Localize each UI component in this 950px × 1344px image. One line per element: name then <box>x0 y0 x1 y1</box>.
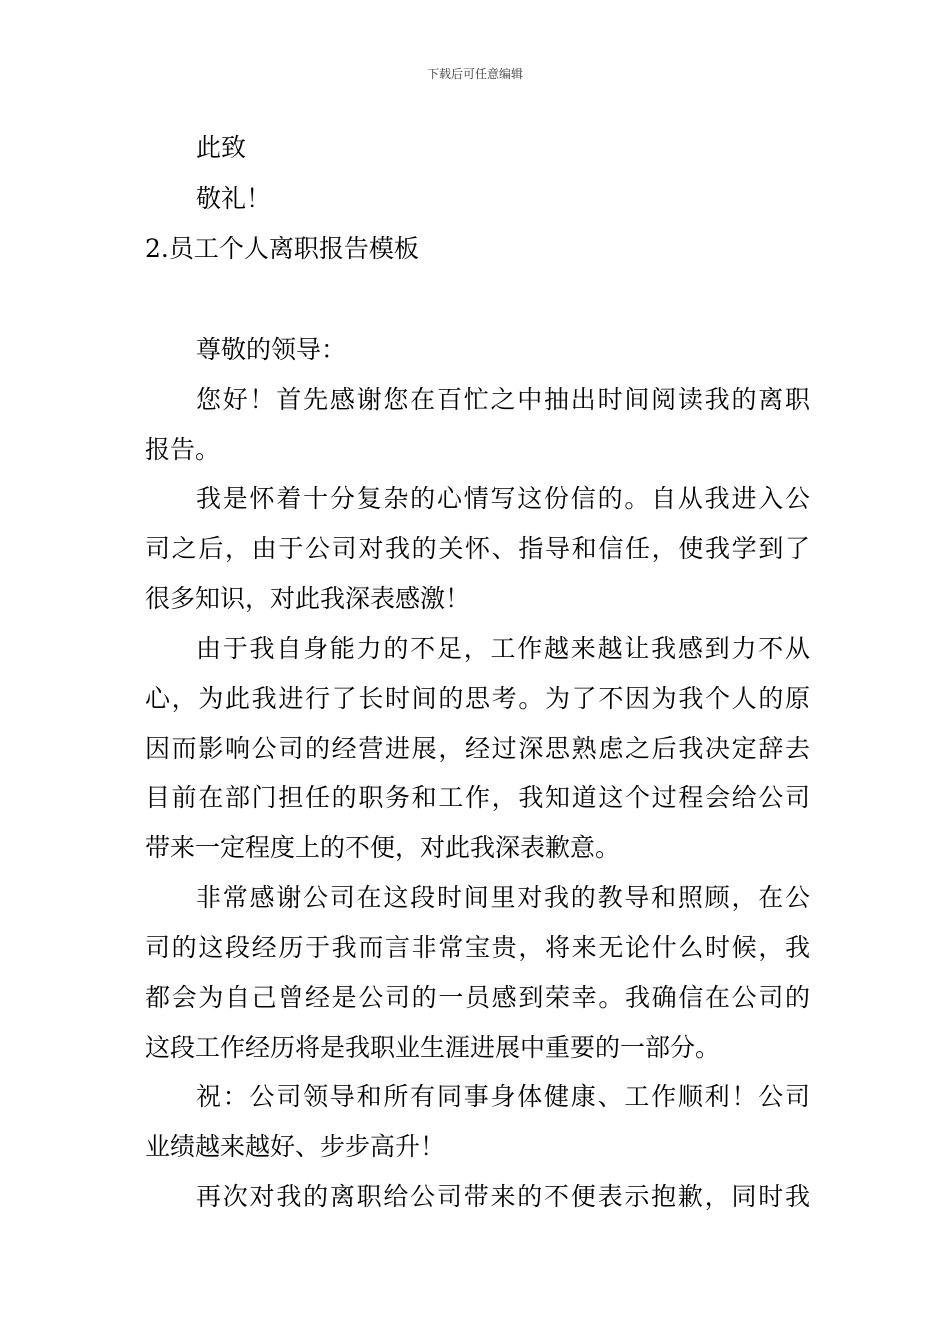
body-line: 很多知识，对此我深表感激！ <box>145 584 471 613</box>
closing-line-1: 此致 <box>196 133 247 162</box>
body-line: 由于我自身能力的不足，工作越来越让我感到力不从 <box>196 634 810 663</box>
body-line: 这段工作经历将是我职业生涯进展中重要的一部分。 <box>145 1033 721 1062</box>
body-line: 非常感谢公司在这段时间里对我的教导和照顾，在公 <box>196 883 810 912</box>
salutation: 尊敬的领导： <box>196 335 347 364</box>
body-line: 再次对我的离职给公司带来的不便表示抱歉，同时我 <box>196 1182 810 1211</box>
body-line: 心，为此我进行了长时间的思考。为了不因为我个人的原 <box>145 684 810 713</box>
body-line: 目前在部门担任的职务和工作，我知道这个过程会给公司 <box>145 783 810 812</box>
closing-line-2: 敬礼！ <box>196 184 272 213</box>
body-line: 业绩越来越好、步步高升！ <box>145 1132 446 1161</box>
body-line: 因而影响公司的经营进展，经过深思熟虑之后我决定辞去 <box>145 734 810 763</box>
body-line: 司的这段经历于我而言非常宝贵，将来无论什么时候，我 <box>145 933 810 962</box>
section-title: 2.员工个人离职报告模板 <box>145 234 419 263</box>
body-line: 祝：公司领导和所有同事身体健康、工作顺利！公司 <box>196 1082 810 1111</box>
page-header: 下载后可任意编辑 <box>426 67 523 81</box>
body-line: 司之后，由于公司对我的关怀、指导和信任，使我学到了 <box>145 534 810 563</box>
body-line: 带来一定程度上的不便，对此我深表歉意。 <box>145 833 621 862</box>
body-line: 报告。 <box>145 435 221 464</box>
body-line: 您好！首先感谢您在百忙之中抽出时间阅读我的离职 <box>196 385 810 414</box>
body-line: 我是怀着十分复杂的心情写这份信的。自从我进入公 <box>196 484 810 513</box>
body-line: 都会为自己曾经是公司的一员感到荣幸。我确信在公司的 <box>145 983 810 1012</box>
